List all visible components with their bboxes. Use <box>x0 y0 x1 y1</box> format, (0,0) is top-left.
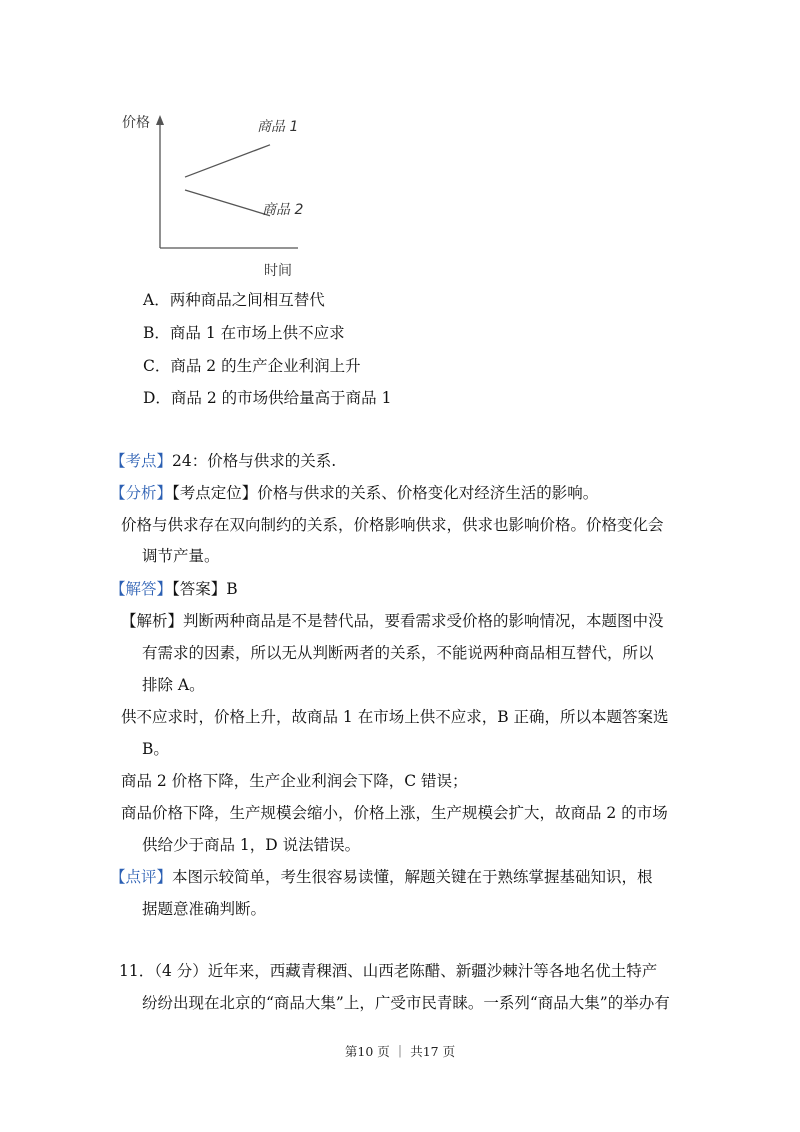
option-a: A．两种商品之间相互替代 <box>143 291 325 309</box>
jieda-text: 【答案】B <box>172 580 238 598</box>
series-layer <box>185 119 303 218</box>
kaodian-text: 24：价格与供求的关系. <box>172 452 337 470</box>
series-label-1: 商品 1 <box>257 118 299 135</box>
series-line-1 <box>185 145 270 177</box>
para3-line: 商品 2 价格下降，生产企业利润会下降，C 错误； <box>121 772 468 790</box>
y-axis <box>156 115 164 248</box>
fenxi-line <box>110 482 598 504</box>
dianping-cont: 据题意准确判断。 <box>142 900 267 918</box>
jiexi-line-3: 排除 A。 <box>142 676 205 694</box>
y-axis-label: 价格 <box>122 115 150 131</box>
price-time-chart <box>110 105 310 285</box>
para2-line-2: B。 <box>142 740 169 758</box>
jieda-tag: 【解答】 <box>110 580 173 598</box>
option-d: D．商品 2 的市场供给量高于商品 1 <box>143 389 392 407</box>
fenxi-tag: 【分析】 <box>110 484 173 502</box>
option-b: B．商品 1 在市场上供不应求 <box>143 324 345 342</box>
fenxi-body-line-2: 调节产量。 <box>142 547 220 565</box>
para4-line-1: 商品价格下降，生产规模会缩小，价格上涨，生产规模会扩大，故商品 2 的市场 <box>121 804 668 822</box>
option-c: C．商品 2 的生产企业利润上升 <box>143 357 361 375</box>
para4-line-2: 供给少于商品 1，D 说法错误。 <box>142 836 361 854</box>
kaodian-tag: 【考点】 <box>110 452 173 470</box>
dianping-line <box>110 866 653 888</box>
x-axis-label: 时间 <box>264 263 292 279</box>
series-line-2 <box>185 190 270 216</box>
kaodian-line <box>110 450 336 472</box>
jiexi-line-1: 【解析】判断两种商品是不是替代品，要看需求受价格的影响情况，本题图中没 <box>121 612 664 630</box>
page-footer: 第10 页 ｜ 共17 页 <box>344 1044 456 1059</box>
question-11-line-2: 纷纷出现在北京的“商品大集”上，广受市民青睐。一系列“商品大集”的举办有 <box>142 994 670 1012</box>
jieda-line <box>110 578 238 600</box>
para2-line-1: 供不应求时，价格上升，故商品 1 在市场上供不应求，B 正确，所以本题答案选 <box>121 708 669 726</box>
question-11-line-1: 11．（4 分）近年来，西藏青稞酒、山西老陈醋、新疆沙棘汁等各地名优土特产 <box>119 962 658 980</box>
fenxi-text: 【考点定位】价格与供求的关系、价格变化对经济生活的影响。 <box>172 484 599 502</box>
series-label-2: 商品 2 <box>262 201 304 218</box>
dianping-tag: 【点评】 <box>110 868 173 886</box>
jiexi-line-2: 有需求的因素，所以无从判断两者的关系，不能说两种商品相互替代，所以 <box>142 644 654 662</box>
fenxi-body-line-1: 价格与供求存在双向制约的关系，价格影响供求，供求也影响价格。价格变化会 <box>121 516 664 534</box>
dianping-text: 本图示较简单，考生很容易读懂，解题关键在于熟练掌握基础知识，根 <box>172 868 653 886</box>
